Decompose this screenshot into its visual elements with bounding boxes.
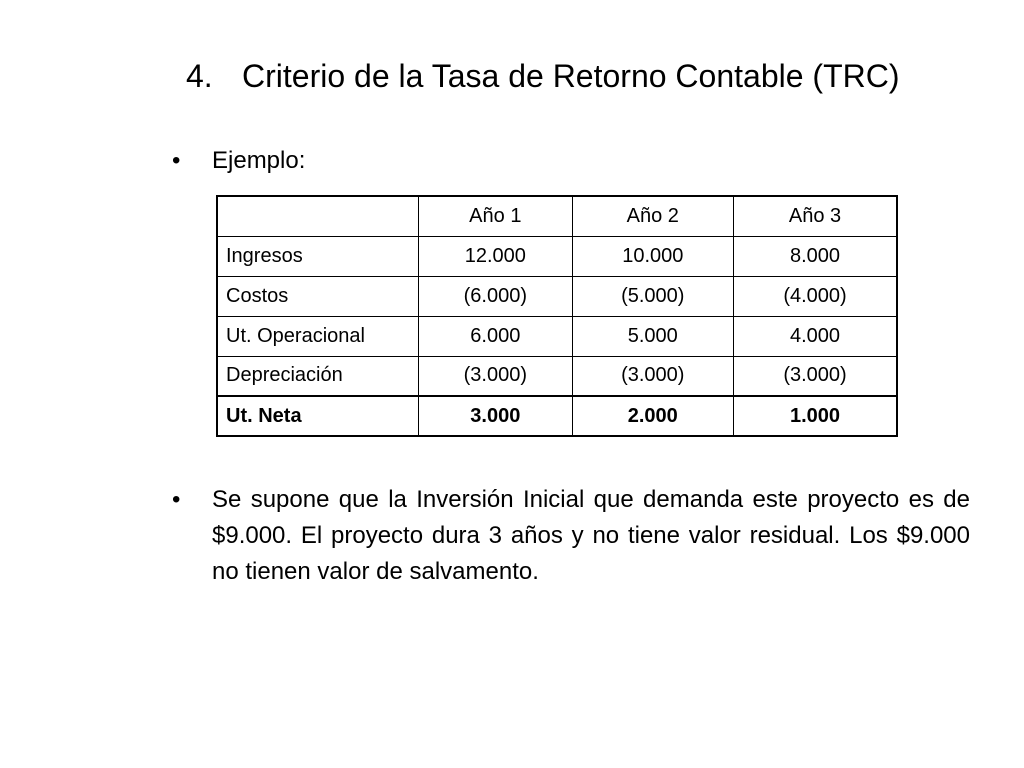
table-row	[217, 356, 897, 396]
table-cell: Ingresos	[217, 236, 419, 276]
table-cell: 3.000	[419, 396, 573, 436]
table-cell: 1.000	[734, 396, 897, 436]
income-table	[216, 195, 898, 437]
bullet-marker: •	[172, 486, 181, 513]
title-number: 4.	[186, 58, 213, 94]
table-cell: Ut. Neta	[217, 396, 419, 436]
table-cell: Ut. Operacional	[217, 316, 419, 356]
table-cell: 6.000	[419, 316, 573, 356]
table-cell: Depreciación	[217, 356, 419, 396]
table-row	[217, 316, 897, 356]
bullet-text: Se supone que la Inversión Inicial que demanda este proyecto es de $9.000. El proyecto dura 3 años y no tiene valor residual. Los $9.000 no tienen valor de salvamento.	[212, 486, 970, 585]
table-cell: 5.000	[572, 316, 733, 356]
table-header-cell: Año 3	[734, 196, 897, 236]
table-row	[217, 236, 897, 276]
table-header-row	[217, 196, 897, 236]
table-cell: (3.000)	[734, 356, 897, 396]
slide-title	[186, 54, 899, 98]
bullet-marker: •	[172, 147, 181, 174]
bullet-text: Ejemplo:	[212, 147, 306, 174]
table-cell: Costos	[217, 276, 419, 316]
table-cell: (5.000)	[572, 276, 733, 316]
title-text: Criterio de la Tasa de Retorno Contable (TRC)	[242, 58, 900, 94]
table-cell: (3.000)	[572, 356, 733, 396]
table-header-cell	[217, 196, 419, 236]
table-cell: 12.000	[419, 236, 573, 276]
bullet-description	[172, 482, 972, 590]
table-cell: 10.000	[572, 236, 733, 276]
table-cell: (6.000)	[419, 276, 573, 316]
table-cell: 4.000	[734, 316, 897, 356]
table-cell: 2.000	[572, 396, 733, 436]
table-cell: (4.000)	[734, 276, 897, 316]
table-total-row	[217, 396, 897, 436]
table-header-cell: Año 2	[572, 196, 733, 236]
table-cell: 8.000	[734, 236, 897, 276]
table-header-cell: Año 1	[419, 196, 573, 236]
table-row	[217, 276, 897, 316]
table-cell: (3.000)	[419, 356, 573, 396]
